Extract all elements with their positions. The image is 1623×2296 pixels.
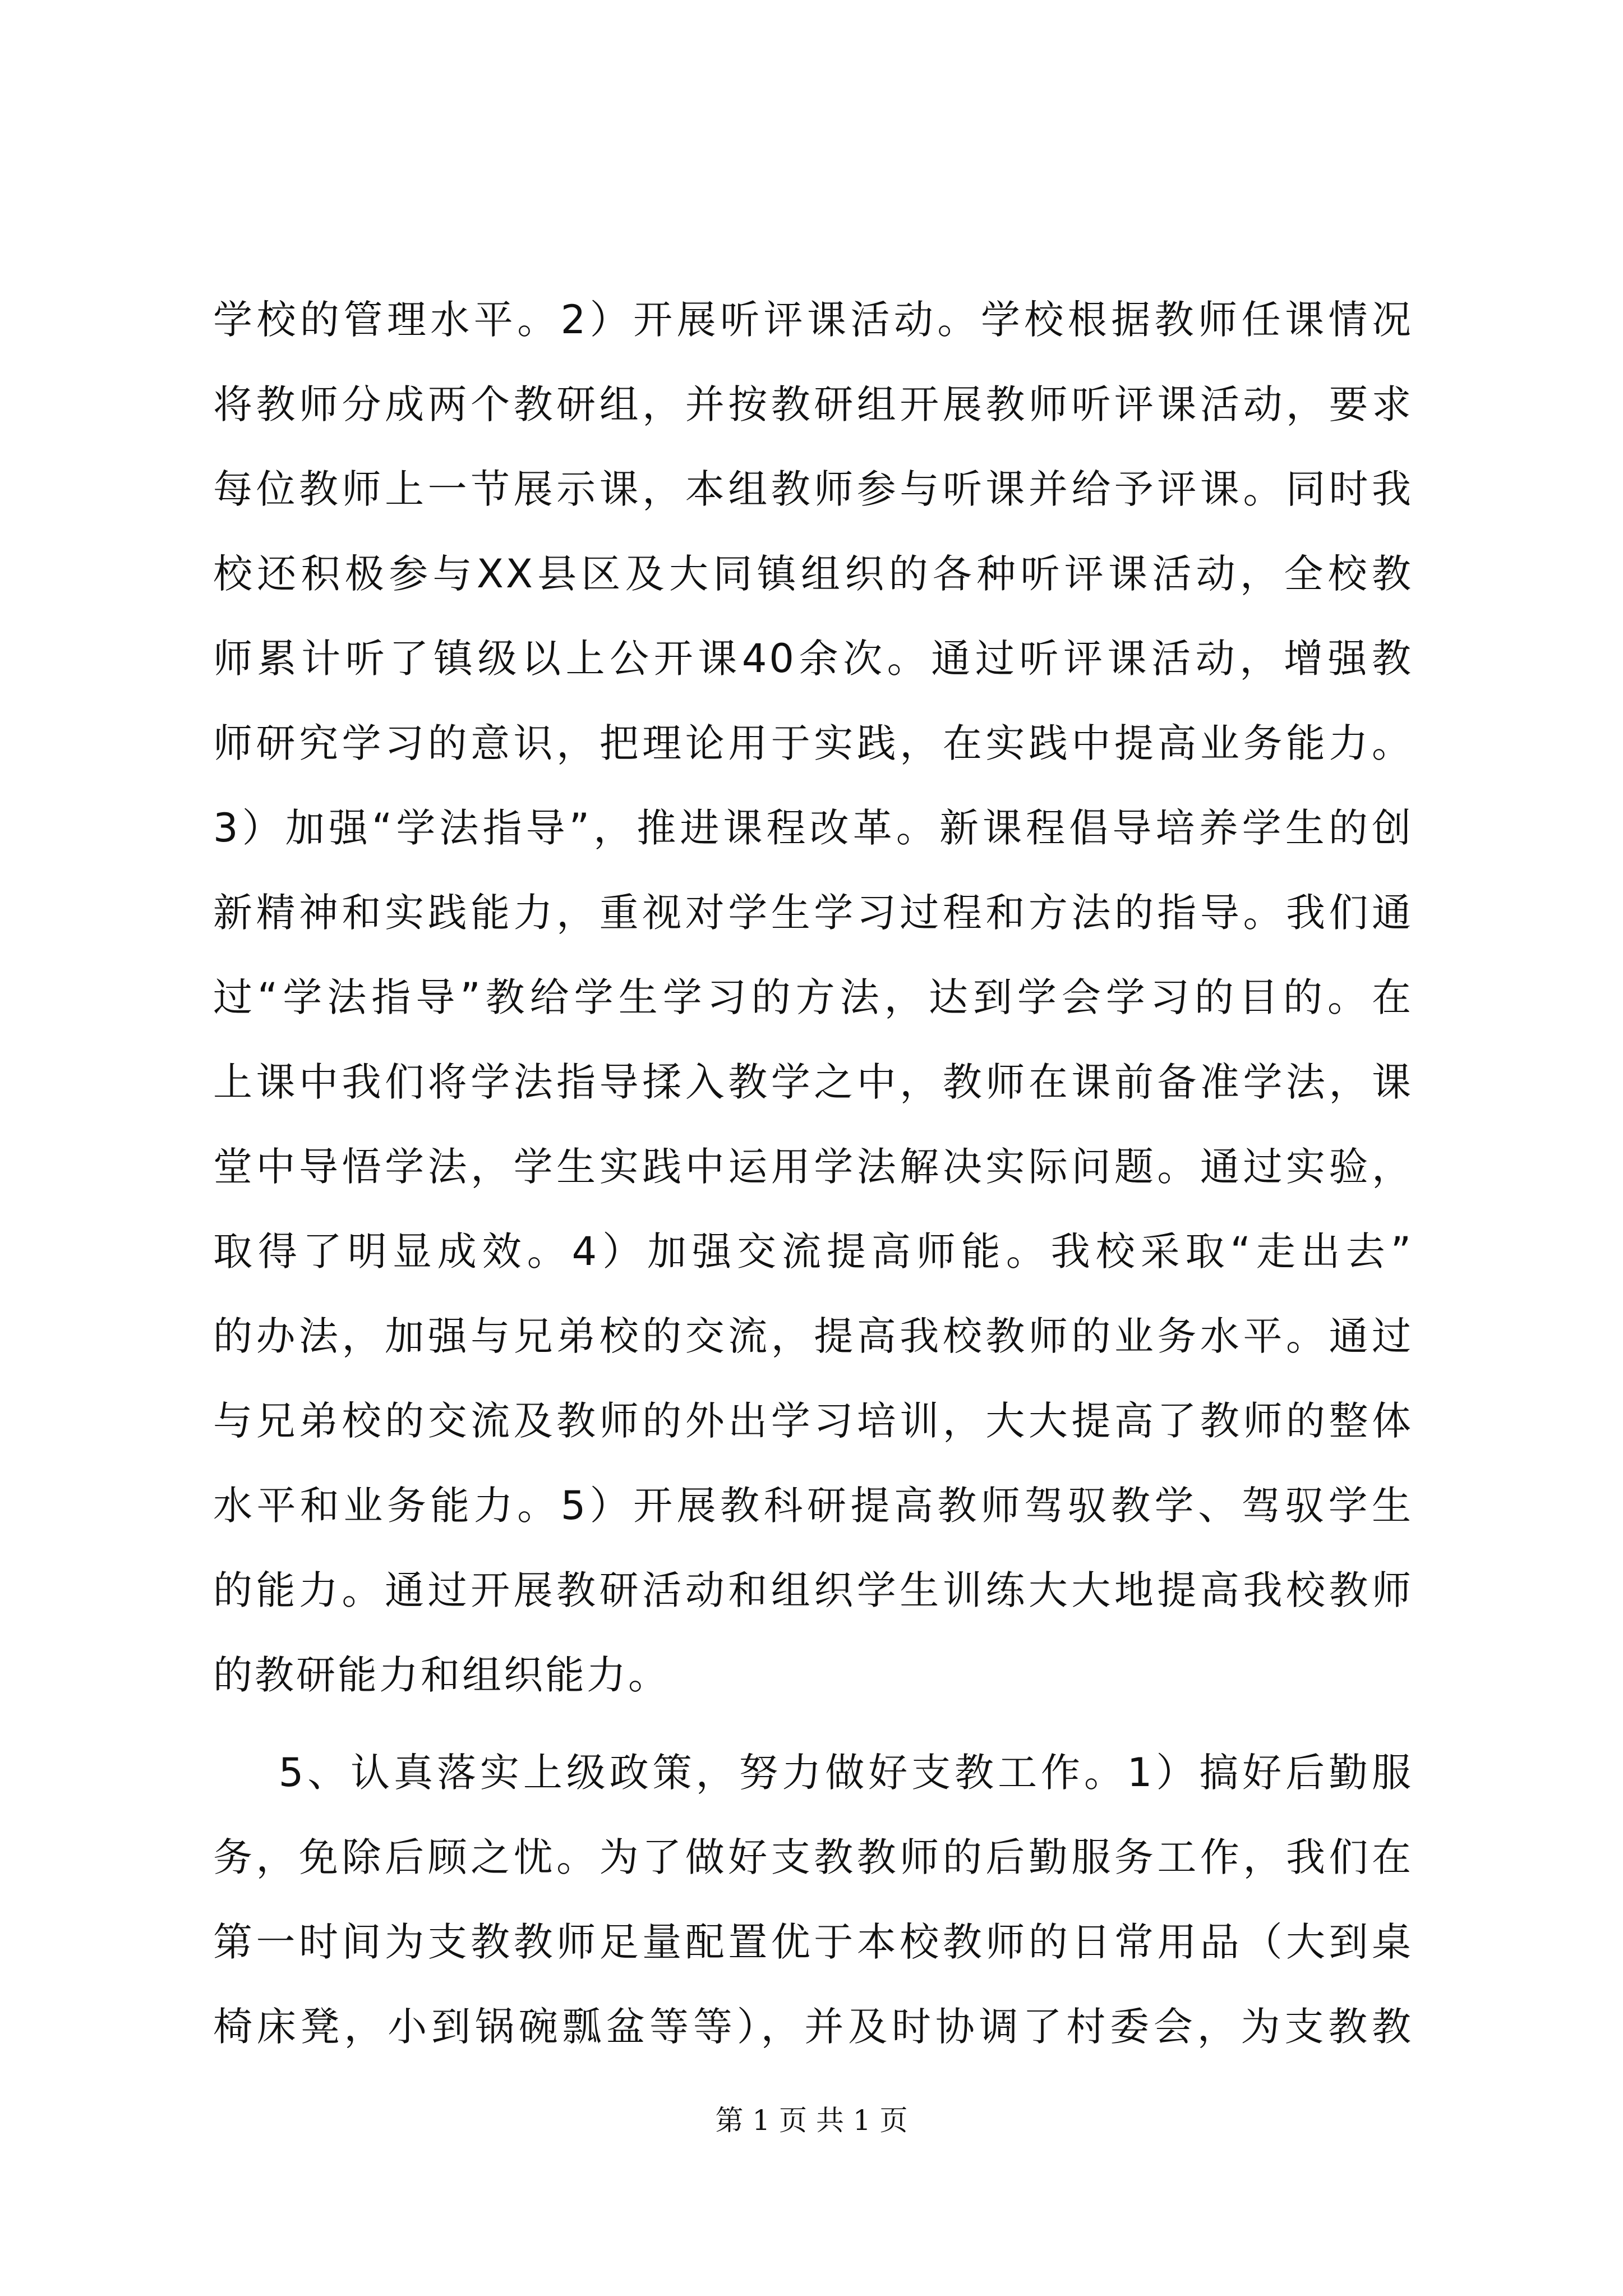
text-line: 上课中我们将学法指导揉入教学之中，教师在课前备准学法，课 — [213, 1059, 1413, 1105]
text-line: 学校的管理水平。2）开展听评课活动。学校根据教师任课情况 — [213, 297, 1413, 343]
text-line: 将教师分成两个教研组，并按教研组开展教师听评课活动，要求 — [213, 381, 1413, 427]
text-line: 校还积极参与XX县区及大同镇组织的各种听评课活动，全校教 — [213, 551, 1413, 597]
text-line: 师累计听了镇级以上公开课40余次。通过听评课活动，增强教 — [213, 636, 1413, 682]
paragraph-start-line: 5、认真落实上级政策，努力做好支教工作。1）搞好后勤服 — [213, 1750, 1413, 1796]
text-line: 椅床凳，小到锅碗瓢盆等等），并及时协调了村委会，为支教教 — [213, 2004, 1413, 2050]
text-line: 务，免除后顾之忧。为了做好支教教师的后勤服务工作，我们在 — [213, 1834, 1413, 1880]
text-line: 过“学法指导”教给学生学习的方法，达到学会学习的目的。在 — [213, 974, 1413, 1020]
text-line: 第一时间为支教教师足量配置优于本校教师的日常用品（大到桌 — [213, 1919, 1413, 1965]
text-line: 新精神和实践能力，重视对学生学习过程和方法的指导。我们通 — [213, 890, 1413, 936]
page-footer: 第 1 页 共 1 页 — [715, 2104, 908, 2137]
text-line: 的教研能力和组织能力。 — [213, 1652, 670, 1698]
text-line: 堂中导悟学法，学生实践中运用学法解决实际问题。通过实验， — [213, 1144, 1413, 1190]
text-line: 的办法，加强与兄弟校的交流，提高我校教师的业务水平。通过 — [213, 1313, 1413, 1359]
text-line: 每位教师上一节展示课，本组教师参与听课并给予评课。同时我 — [213, 466, 1413, 512]
text-line: 取得了明显成效。4）加强交流提高师能。我校采取“走出去” — [213, 1228, 1413, 1274]
text-line: 水平和业务能力。5）开展教科研提高教师驾驭教学、驾驭学生 — [213, 1483, 1413, 1529]
text-line: 的能力。通过开展教研活动和组织学生训练大大地提高我校教师 — [213, 1567, 1413, 1613]
text-line: 与兄弟校的交流及教师的外出学习培训，大大提高了教师的整体 — [213, 1398, 1413, 1444]
text-line: 3）加强“学法指导”，推进课程改革。新课程倡导培养学生的创 — [213, 805, 1413, 851]
text-line: 师研究学习的意识，把理论用于实践，在实践中提高业务能力。 — [213, 720, 1413, 766]
